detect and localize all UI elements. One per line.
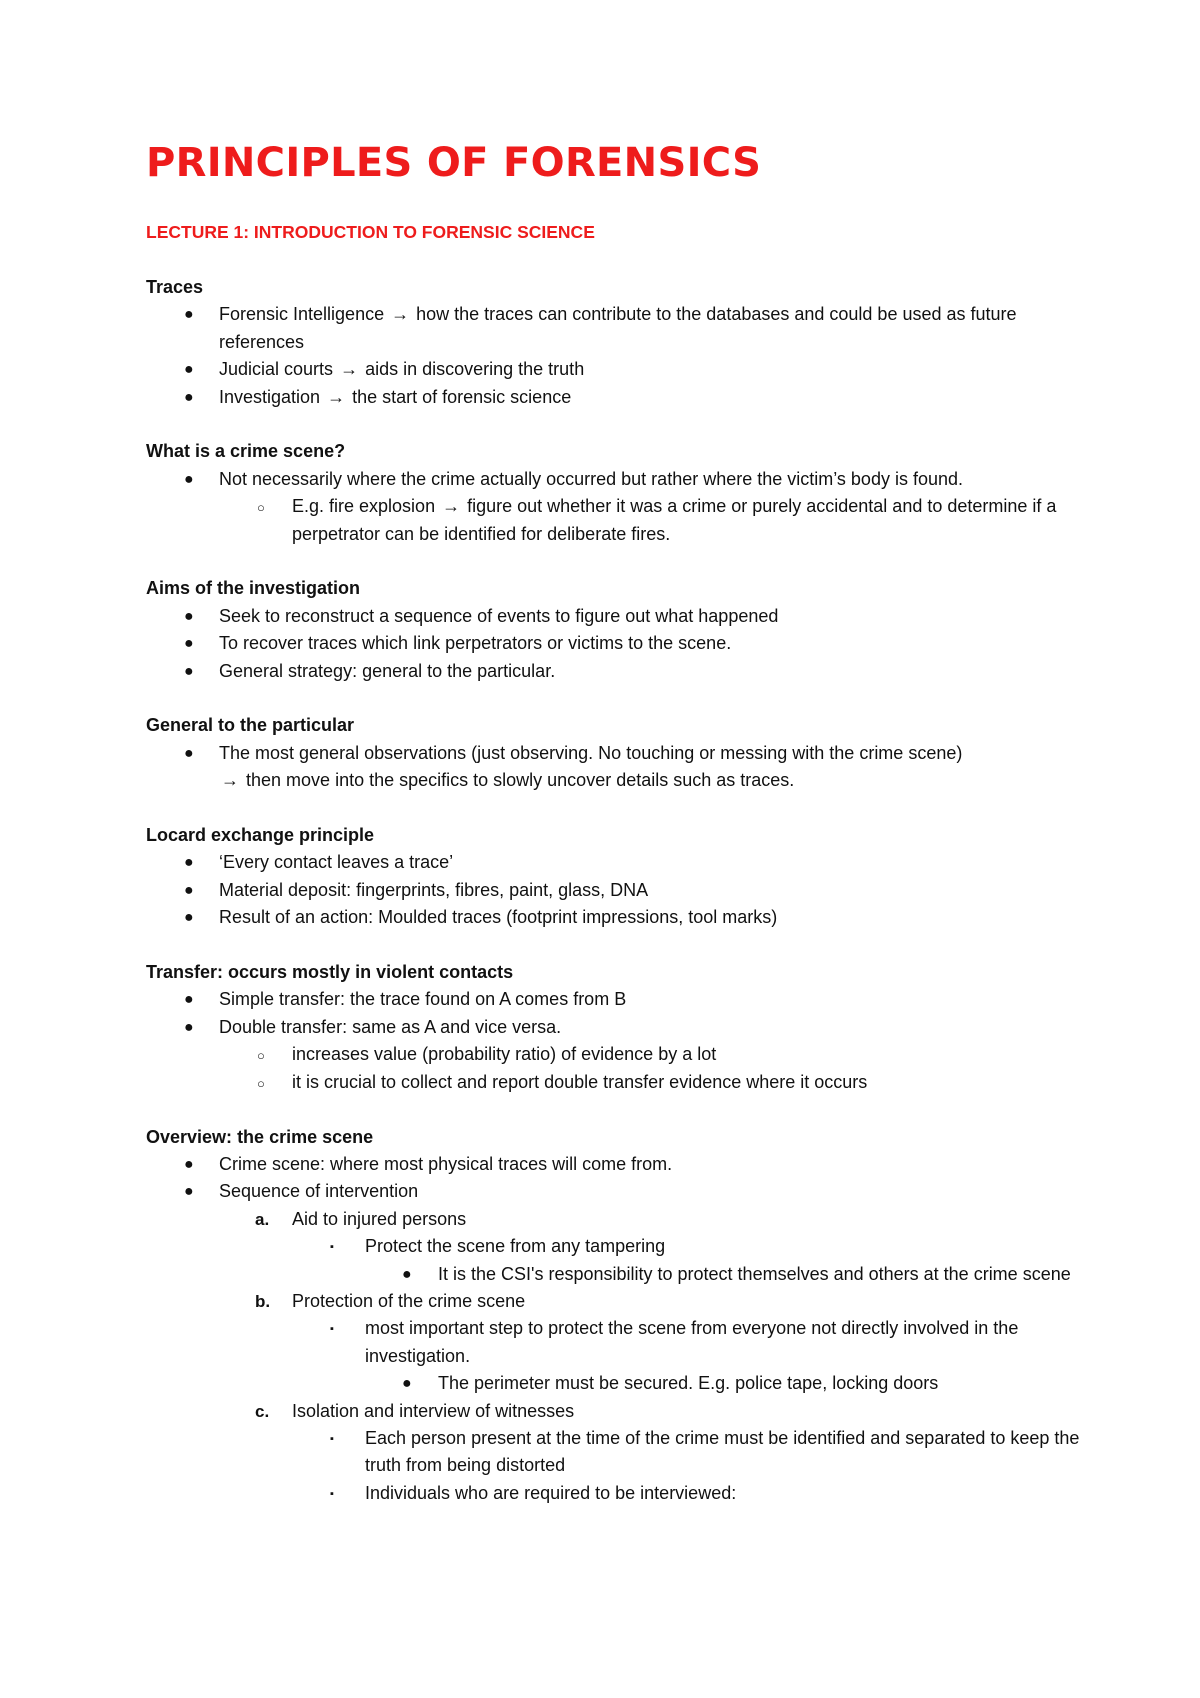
bullet-icon: ● [184, 1018, 194, 1036]
section-heading-transfer: Transfer: occurs mostly in violent contacts [146, 962, 514, 983]
arrow-right-icon: → [327, 386, 346, 407]
list-item: ● ‘Every contact leaves a trace’ [146, 849, 1086, 876]
section-heading-traces: Traces [146, 277, 204, 297]
square-bullet-icon: ▪ [330, 1323, 334, 1336]
step-letter: c. [255, 1401, 270, 1421]
circle-bullet-icon: ○ [257, 1048, 265, 1064]
bullet-icon: ● [184, 991, 194, 1009]
bullet-icon: ● [184, 635, 194, 653]
list-item: ○ increases value (probability ratio) of evidence by a lot [146, 1041, 1086, 1068]
arrow-right-icon: → [221, 770, 239, 791]
list-item: ● General strategy: general to the particular. [146, 658, 1086, 685]
notes-body [146, 274, 1086, 1507]
list-item: ● Sequence of intervention [146, 1178, 1086, 1205]
step-letter: a. [255, 1209, 270, 1229]
bullet-icon: ● [402, 1265, 412, 1283]
bullet-icon: ● [184, 881, 194, 899]
bullet-icon: ● [184, 854, 194, 872]
list-item: ▪ Protect the scene from any tampering [146, 1233, 1086, 1260]
bullet-icon: ● [184, 909, 194, 927]
square-bullet-icon: ▪ [330, 1241, 334, 1254]
list-item: ○ E.g. fire explosion → figure out whether it was a crime or purely accidental and to determine if a perpetrator can be identified for deliberate fires. [257, 496, 1057, 544]
bullet-icon: ● [184, 1155, 194, 1173]
bullet-icon: ● [184, 361, 194, 379]
arrow-right-icon: → [391, 304, 410, 325]
list-item: ● Judicial courts → aids in discovering the truth [146, 356, 1086, 383]
step-letter: b. [255, 1291, 271, 1311]
list-item: ● Crime scene: where most physical traces will come from. [146, 1151, 1086, 1178]
bullet-icon: ● [184, 306, 194, 324]
list-item: ▪ most important step to protect the scene from everyone not directly involved in the investigation. [330, 1318, 1019, 1366]
list-item: ● The most general observations (just observing. No touching or messing with the crime scene) → then move into the specifics to slowly uncover details such as traces. [146, 740, 1086, 795]
circle-bullet-icon: ○ [257, 500, 265, 516]
list-item-step: a. Aid to injured persons [146, 1206, 1086, 1233]
section-heading-general: General to the particular [146, 715, 355, 736]
bullet-icon: ● [184, 744, 194, 762]
list-item: ● Material deposit: fingerprints, fibres, paint, glass, DNA [146, 877, 1086, 904]
section-heading-locard: Locard exchange principle [146, 825, 375, 846]
list-item: ○ it is crucial to collect and report double transfer evidence where it occurs [146, 1069, 1086, 1096]
list-item: ● Not necessarily where the crime actually occurred but rather where the victim’s body is found. [146, 466, 1086, 493]
section-heading-overview: Overview: the crime scene [146, 1126, 374, 1147]
arrow-right-icon: → [442, 496, 461, 517]
bullet-icon: ● [184, 607, 194, 625]
page-title: PRINCIPLES OF FORENSICS [146, 140, 762, 186]
bullet-icon: ● [184, 1183, 194, 1201]
arrow-right-icon: → [340, 359, 359, 380]
square-bullet-icon: ▪ [330, 1432, 334, 1445]
list-item: ● To recover traces which link perpetrators or victims to the scene. [146, 630, 1086, 657]
list-item: ● Double transfer: same as A and vice versa. [146, 1014, 1086, 1041]
list-item: ● Simple transfer: the trace found on A comes from B [146, 986, 1086, 1013]
lecture-heading: LECTURE 1: INTRODUCTION TO FORENSIC SCIENCE [146, 222, 595, 242]
list-item: ● Result of an action: Moulded traces (footprint impressions, tool marks) [146, 904, 1086, 931]
list-item-step: c. Isolation and interview of witnesses [146, 1398, 1086, 1425]
bullet-icon: ● [402, 1375, 412, 1393]
square-bullet-icon: ▪ [330, 1487, 334, 1500]
list-item: ● Investigation → the start of forensic science [146, 384, 1086, 411]
list-item: ● Forensic Intelligence → how the traces can contribute to the databases and could be used as future references [146, 301, 1086, 356]
circle-bullet-icon: ○ [257, 1075, 265, 1091]
section-heading-crime-scene: What is a crime scene? [146, 441, 346, 462]
bullet-icon: ● [184, 662, 194, 680]
list-item: ● Seek to reconstruct a sequence of events to figure out what happened [146, 603, 1086, 630]
bullet-icon: ● [184, 470, 194, 488]
list-item: ▪ Each person present at the time of the crime must be identified and separated to keep the truth from being distorted [330, 1427, 1080, 1476]
bullet-icon: ● [184, 388, 194, 406]
section-heading-aims: Aims of the investigation [146, 578, 361, 599]
list-item: ▪ Individuals who are required to be interviewed: [146, 1480, 1086, 1507]
list-item-step: b. Protection of the crime scene [146, 1288, 1086, 1315]
list-item: ● The perimeter must be secured. E.g. police tape, locking doors [146, 1370, 1086, 1397]
list-item: ● It is the CSI's responsibility to protect themselves and others at the crime scene [146, 1261, 1086, 1288]
